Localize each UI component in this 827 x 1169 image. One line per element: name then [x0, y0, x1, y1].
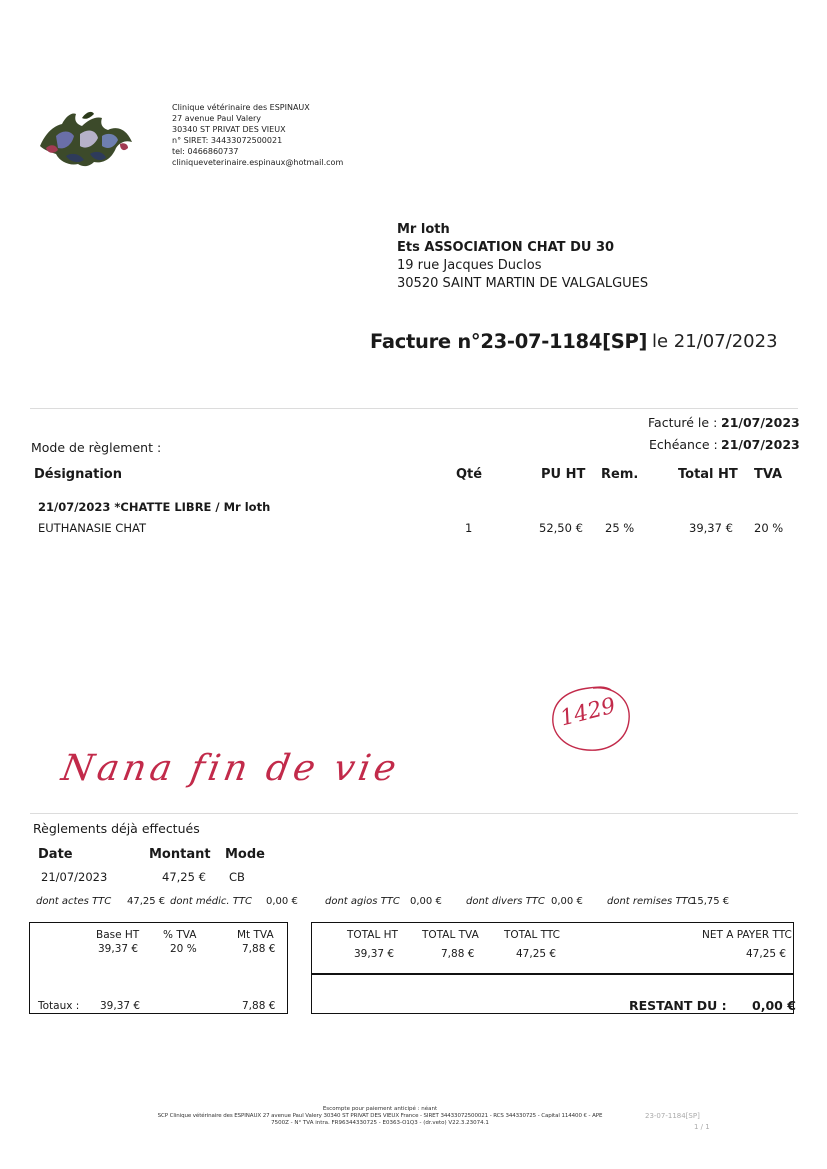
breakdown-remises-label: dont remises TTC [607, 896, 695, 907]
footer-page: 1 / 1 [694, 1123, 710, 1131]
vat-totals-base: 39,37 € [100, 1000, 141, 1012]
vat-amount-value: 7,88 € [242, 943, 276, 955]
payment-mode: CB [229, 870, 245, 884]
row-tva: 20 % [754, 521, 784, 535]
recipient-city: 30520 SAINT MARTIN DE VALGALGUES [397, 276, 649, 291]
col-tva: TVA [754, 467, 783, 482]
clinic-name: Clinique vétérinaire des ESPINAUX [172, 103, 310, 112]
table-group-title: 21/07/2023 *CHATTE LIBRE / Mr loth [38, 500, 271, 514]
vat-totals-vat: 7,88 € [242, 1000, 276, 1012]
clinic-city: 30340 ST PRIVAT DES VIEUX [172, 125, 286, 134]
totals-col-ttc: TOTAL TTC [504, 929, 561, 941]
payment-amount: 47,25 € [162, 870, 206, 884]
payments-col-mode: Mode [225, 847, 265, 862]
row-rem: 25 % [605, 521, 635, 535]
footer-legal: SCP Clinique vétérinaire des ESPINAUX 27 avenue Paul Valery 30340 ST PRIVAT DES VIEUX France - SIRET 34433072500021 - RCS 344330725 - Capital 114400 € - APE [157, 1113, 603, 1119]
totals-col-tva: TOTAL TVA [422, 929, 479, 941]
handwritten-note: Nana fin de vie [58, 748, 404, 789]
row-total-ht: 39,37 € [689, 521, 733, 535]
vat-col-base: Base HT [96, 929, 140, 941]
vat-col-rate: % TVA [163, 929, 197, 941]
payments-title: Règlements déjà effectués [33, 821, 200, 836]
clinic-email: cliniqueveterinaire.espinaux@hotmail.com [172, 158, 344, 167]
due-value: 21/07/2023 [721, 437, 800, 452]
divider [30, 813, 798, 814]
payment-mode-label: Mode de règlement : [31, 440, 162, 455]
vat-col-amount: Mt TVA [237, 929, 274, 941]
footer-ref: 23-07-1184[SP] [645, 1112, 700, 1120]
recipient-org: Ets ASSOCIATION CHAT DU 30 [397, 240, 615, 255]
totals-ttc-value: 47,25 € [516, 948, 557, 960]
payment-date: 21/07/2023 [41, 870, 108, 884]
billed-value: 21/07/2023 [721, 415, 800, 430]
totals-tva-value: 7,88 € [441, 948, 475, 960]
col-designation: Désignation [34, 467, 122, 482]
totals-col-net: NET A PAYER TTC [702, 929, 792, 941]
clinic-phone: tel: 0466860737 [172, 147, 239, 156]
row-designation: EUTHANASIE CHAT [38, 521, 146, 535]
breakdown-medic-value: 0,00 € [266, 896, 298, 907]
totals-ht-value: 39,37 € [354, 948, 395, 960]
payments-col-amount: Montant [149, 847, 211, 862]
col-rem: Rem. [601, 467, 639, 482]
clinic-street: 27 avenue Paul Valery [172, 114, 262, 123]
invoice-title: Facture n°23-07-1184[SP] [370, 330, 648, 353]
breakdown-medic-label: dont médic. TTC [170, 896, 252, 907]
due-label: Echéance : [649, 437, 718, 452]
divider [30, 408, 798, 409]
breakdown-remises-value: 15,75 € [691, 896, 730, 907]
clinic-logo [36, 106, 136, 168]
vat-rate-value: 20 % [170, 943, 197, 955]
totals-col-ht: TOTAL HT [347, 929, 398, 941]
breakdown-divers-label: dont divers TTC [466, 896, 545, 907]
breakdown-actes-value: 47,25 € [127, 896, 166, 907]
breakdown-actes-label: dont actes TTC [36, 896, 112, 907]
billed-label: Facturé le : [648, 415, 718, 430]
row-pu-ht: 52,50 € [539, 521, 583, 535]
invoice-date: le 21/07/2023 [652, 331, 778, 352]
vat-base-value: 39,37 € [98, 943, 139, 955]
vat-totals-label: Totaux : [38, 1000, 80, 1012]
footer-discount: Escompte pour paiement anticipé : néant [322, 1106, 438, 1112]
handwritten-stamp-number: 1429 [557, 693, 619, 732]
payments-col-date: Date [38, 847, 73, 862]
breakdown-agios-label: dont agios TTC [325, 896, 400, 907]
col-total-ht: Total HT [678, 467, 738, 482]
recipient-street: 19 rue Jacques Duclos [397, 258, 542, 273]
col-pu-ht: PU HT [541, 467, 586, 482]
clinic-siret: n° SIRET: 34433072500021 [172, 136, 283, 145]
remaining-value: 0,00 € [752, 998, 796, 1013]
col-qty: Qté [456, 467, 483, 482]
totals-box-divider [312, 973, 793, 975]
totals-net-value: 47,25 € [746, 948, 787, 960]
breakdown-agios-value: 0,00 € [410, 896, 442, 907]
row-qty: 1 [465, 521, 473, 535]
recipient-name: Mr loth [397, 222, 450, 237]
footer-vat: 7500Z - N° TVA intra. FR96344330725 - E0363-O1Q3 - (dr.veto) V22.3.23074.1 [271, 1120, 489, 1126]
breakdown-divers-value: 0,00 € [551, 896, 583, 907]
remaining-label: RESTANT DU : [629, 998, 727, 1013]
